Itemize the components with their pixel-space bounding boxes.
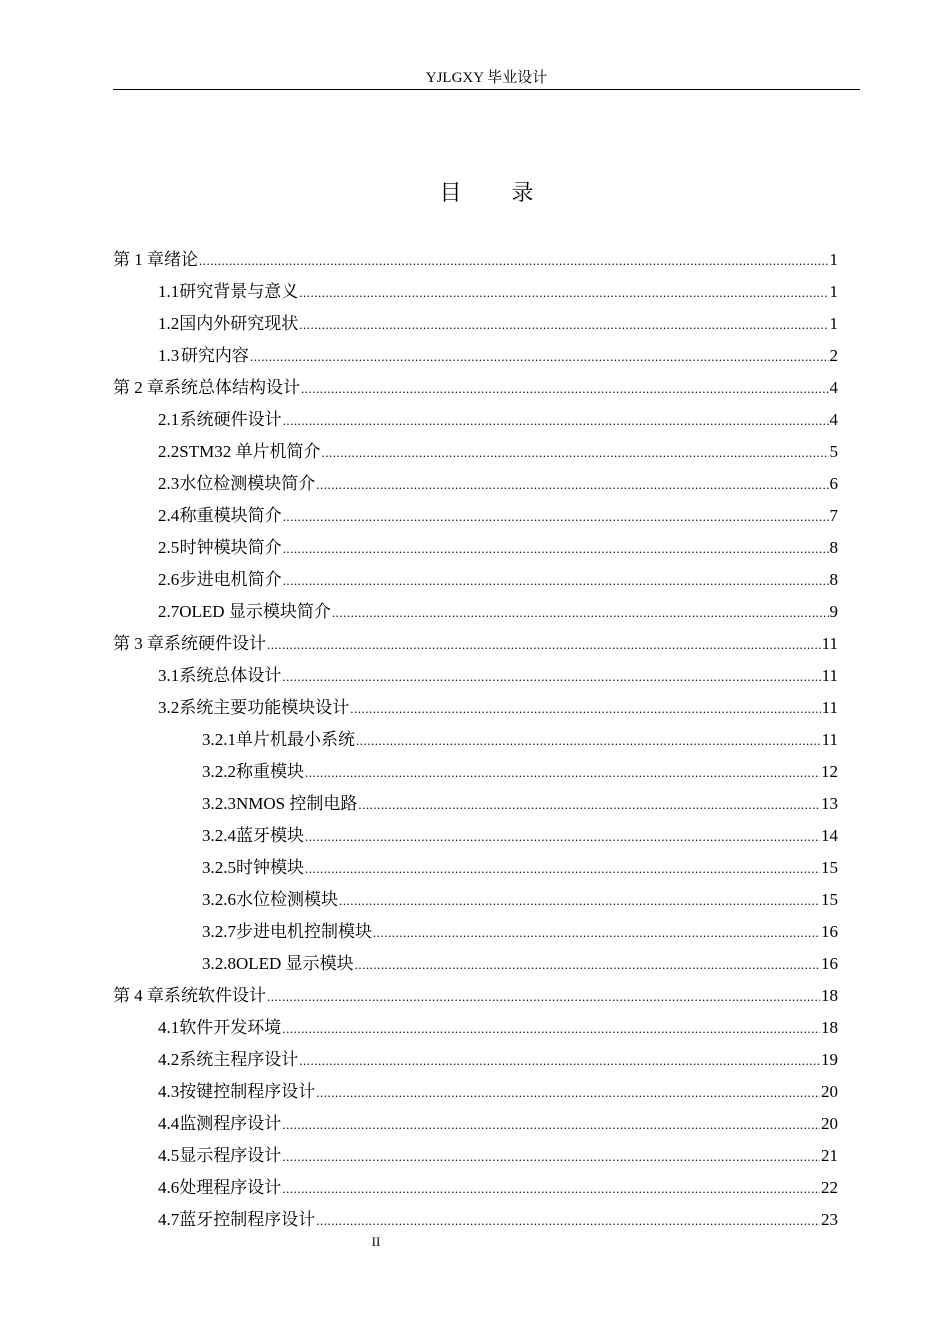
toc-entry-title: 按键控制程序设计 [179,1082,316,1101]
toc-entry-number: 1.1 [158,282,180,301]
toc-entry[interactable] [113,468,838,500]
toc-entry-title: 系统总体设计 [179,666,282,685]
toc-entry-title: 步进电机控制模块 [236,922,372,941]
toc-entry[interactable] [113,500,838,532]
running-header: YJLGXY 毕业设计 [425,70,548,86]
toc-entry-title: 系统主程序设计 [179,1050,299,1069]
toc-entry-number: 3.2.1 [202,730,236,749]
toc-entry-page: 21 [821,1146,838,1165]
toc-entry-title: 系统主要功能模块设计 [179,698,350,717]
toc-entry-number: 第 3 章 [113,634,164,653]
toc-leader-dots [356,725,821,757]
toc-entry[interactable] [113,436,838,468]
toc-entry-page: 9 [829,602,838,621]
toc-entry[interactable] [113,372,838,404]
toc-entry-title: STM32 单片机简介 [179,442,321,461]
toc-leader-dots [350,693,820,725]
toc-entry-number: 3.2.7 [202,922,236,941]
toc-leader-dots [299,277,828,309]
toc-entry-number: 第 2 章 [113,378,164,397]
toc-leader-dots [373,917,820,949]
toc-entry-number: 2.5 [158,538,180,557]
toc-entry-number: 1.2 [158,314,180,333]
toc-entry-page: 4 [829,378,838,397]
toc-entry-number: 3.2.4 [202,826,236,845]
toc-leader-dots [267,629,821,661]
toc-entry-number: 第 4 章 [113,986,164,1005]
toc-leader-dots [299,1045,820,1077]
toc-entry[interactable] [113,660,838,692]
toc-entry-page: 11 [821,698,838,717]
toc-leader-dots [316,469,828,501]
toc-entry[interactable] [113,692,838,724]
toc-entry-title: 国内外研究现状 [179,314,299,333]
toc-entry[interactable] [113,1172,838,1204]
toc-entry[interactable] [113,340,838,372]
toc-entry-page: 8 [829,538,838,557]
toc-entry[interactable] [113,1012,838,1044]
toc-leader-dots [301,373,829,405]
toc-entry-number: 4.3 [158,1082,180,1101]
toc-entry-number: 2.3 [158,474,180,493]
toc-entry-page: 18 [821,986,838,1005]
toc-entry-page: 8 [829,570,838,589]
toc-entry-page: 20 [821,1082,838,1101]
toc-entry-number: 1.3 [158,346,180,365]
toc-entry-title: OLED 显示模块 [236,954,354,973]
toc-entry-title: NMOS 控制电路 [236,794,358,813]
toc-leader-dots [283,405,829,437]
toc-leader-dots [316,1077,820,1109]
toc-entry[interactable] [113,1076,838,1108]
toc-entry-page: 1 [829,282,838,301]
header-rule [113,89,860,90]
toc-leader-dots [282,1173,820,1205]
toc-leader-dots [283,501,829,533]
toc-entry-title: OLED 显示模块简介 [179,602,331,621]
toc-entry-number: 2.6 [158,570,180,589]
toc-leader-dots [305,821,820,853]
toc-entry-title: 水位检测模块简介 [179,474,316,493]
toc-entry-number: 4.4 [158,1114,180,1133]
toc-entry-number: 2.2 [158,442,180,461]
toc-entry-page: 23 [821,1210,838,1229]
toc-leader-dots [282,1013,820,1045]
toc-entry-number: 3.2.5 [202,858,236,877]
toc-entry-page: 11 [821,730,838,749]
toc-leader-dots [282,1109,820,1141]
toc-entry-number: 2.7 [158,602,180,621]
toc-entry-page: 7 [829,506,838,525]
toc-title-char-2: 录 [511,180,534,205]
toc-entry[interactable] [113,276,838,308]
toc-entry-number: 4.2 [158,1050,180,1069]
toc-leader-dots [282,661,820,693]
toc-entry-title: 系统总体结构设计 [164,378,300,397]
toc-leader-dots [355,949,820,981]
toc-entry-number: 第 1 章 [113,250,164,269]
toc-entry-number: 4.1 [158,1018,180,1037]
toc-entry-page: 18 [821,1018,838,1037]
toc-entry-title: 单片机最小系统 [236,730,355,749]
toc-entry-title: 监测程序设计 [179,1114,282,1133]
toc-entry-page: 16 [821,954,838,973]
toc-leader-dots [283,565,829,597]
toc-leader-dots [282,1141,820,1173]
toc-entry[interactable] [113,1204,838,1236]
toc-entry-page: 1 [829,314,838,333]
toc-entry-title: 显示程序设计 [179,1146,282,1165]
toc-entry[interactable] [113,948,838,980]
toc-entry-page: 15 [821,858,838,877]
toc-entry-number: 3.2.6 [202,890,236,909]
toc-entry-page: 14 [821,826,838,845]
toc-leader-dots [267,981,820,1013]
toc-entry[interactable] [113,532,838,564]
toc-entry[interactable] [113,596,838,628]
toc-entry-title: 研究内容 [180,346,249,365]
toc-entry[interactable] [113,1044,838,1076]
toc-entry-page: 13 [821,794,838,813]
toc-entry-page: 6 [829,474,838,493]
toc-entry-page: 12 [821,762,838,781]
toc-entry[interactable] [113,404,838,436]
toc-entry-title: 时钟模块简介 [179,538,282,557]
toc-entry-number: 2.1 [158,410,180,429]
toc-entry-title: 时钟模块 [236,858,304,877]
table-of-contents [113,244,838,1236]
toc-entry[interactable] [113,788,838,820]
toc-title [113,178,860,208]
toc-entry-title: 系统软件设计 [164,986,266,1005]
toc-entry-page: 19 [821,1050,838,1069]
toc-entry[interactable] [113,980,838,1012]
toc-entry-title: 步进电机简介 [179,570,282,589]
toc-entry-number: 3.2 [158,698,180,717]
toc-entry[interactable] [113,628,838,660]
toc-entry[interactable] [113,1108,838,1140]
toc-entry-title: 水位检测模块 [236,890,338,909]
toc-entry-title: 系统硬件设计 [164,634,266,653]
toc-entry-title: 称重模块简介 [179,506,282,525]
toc-entry-number: 2.4 [158,506,180,525]
page-number: II [371,1234,381,1249]
toc-entry-number: 3.2.3 [202,794,236,813]
toc-entry[interactable] [113,724,838,756]
toc-entry-page: 4 [829,410,838,429]
toc-entry-number: 3.2.8 [202,954,236,973]
toc-entry-page: 5 [829,442,838,461]
toc-entry[interactable] [113,884,838,916]
toc-entry-number: 4.7 [158,1210,180,1229]
toc-entry-page: 16 [821,922,838,941]
toc-entry-title: 蓝牙模块 [236,826,304,845]
toc-entry-page: 22 [821,1178,838,1197]
toc-leader-dots [358,789,820,821]
toc-entry-number: 3.2.2 [202,762,236,781]
toc-entry-title: 蓝牙控制程序设计 [179,1210,316,1229]
toc-entry-title: 系统硬件设计 [179,410,282,429]
toc-entry-page: 2 [829,346,838,365]
toc-entry-page: 11 [821,666,838,685]
toc-entry[interactable] [113,1140,838,1172]
toc-title-char-1: 目 [439,180,462,205]
toc-entry-page: 20 [821,1114,838,1133]
toc-entry-title: 软件开发环境 [179,1018,282,1037]
toc-entry[interactable] [113,564,838,596]
toc-leader-dots [321,437,828,469]
toc-entry[interactable] [113,916,838,948]
toc-leader-dots [199,245,829,277]
toc-entry-title: 处理程序设计 [179,1178,282,1197]
toc-entry-number: 4.5 [158,1146,180,1165]
toc-entry-title: 绪论 [164,250,198,269]
toc-entry-page: 15 [821,890,838,909]
toc-entry[interactable] [113,756,838,788]
toc-entry[interactable] [113,308,838,340]
toc-entry[interactable] [113,852,838,884]
toc-entry-title: 称重模块 [236,762,304,781]
toc-leader-dots [305,757,820,789]
toc-entry-page: 11 [821,634,838,653]
toc-entry[interactable] [113,820,838,852]
toc-leader-dots [250,341,829,373]
toc-leader-dots [339,885,820,917]
toc-entry-page: 1 [829,250,838,269]
toc-leader-dots [283,533,829,565]
toc-entry-number: 3.1 [158,666,180,685]
toc-entry-number: 4.6 [158,1178,180,1197]
toc-leader-dots [316,1205,820,1237]
toc-leader-dots [305,853,820,885]
toc-entry[interactable] [113,244,838,276]
toc-entry-title: 研究背景与意义 [179,282,299,301]
toc-leader-dots [332,597,829,629]
toc-leader-dots [299,309,828,341]
